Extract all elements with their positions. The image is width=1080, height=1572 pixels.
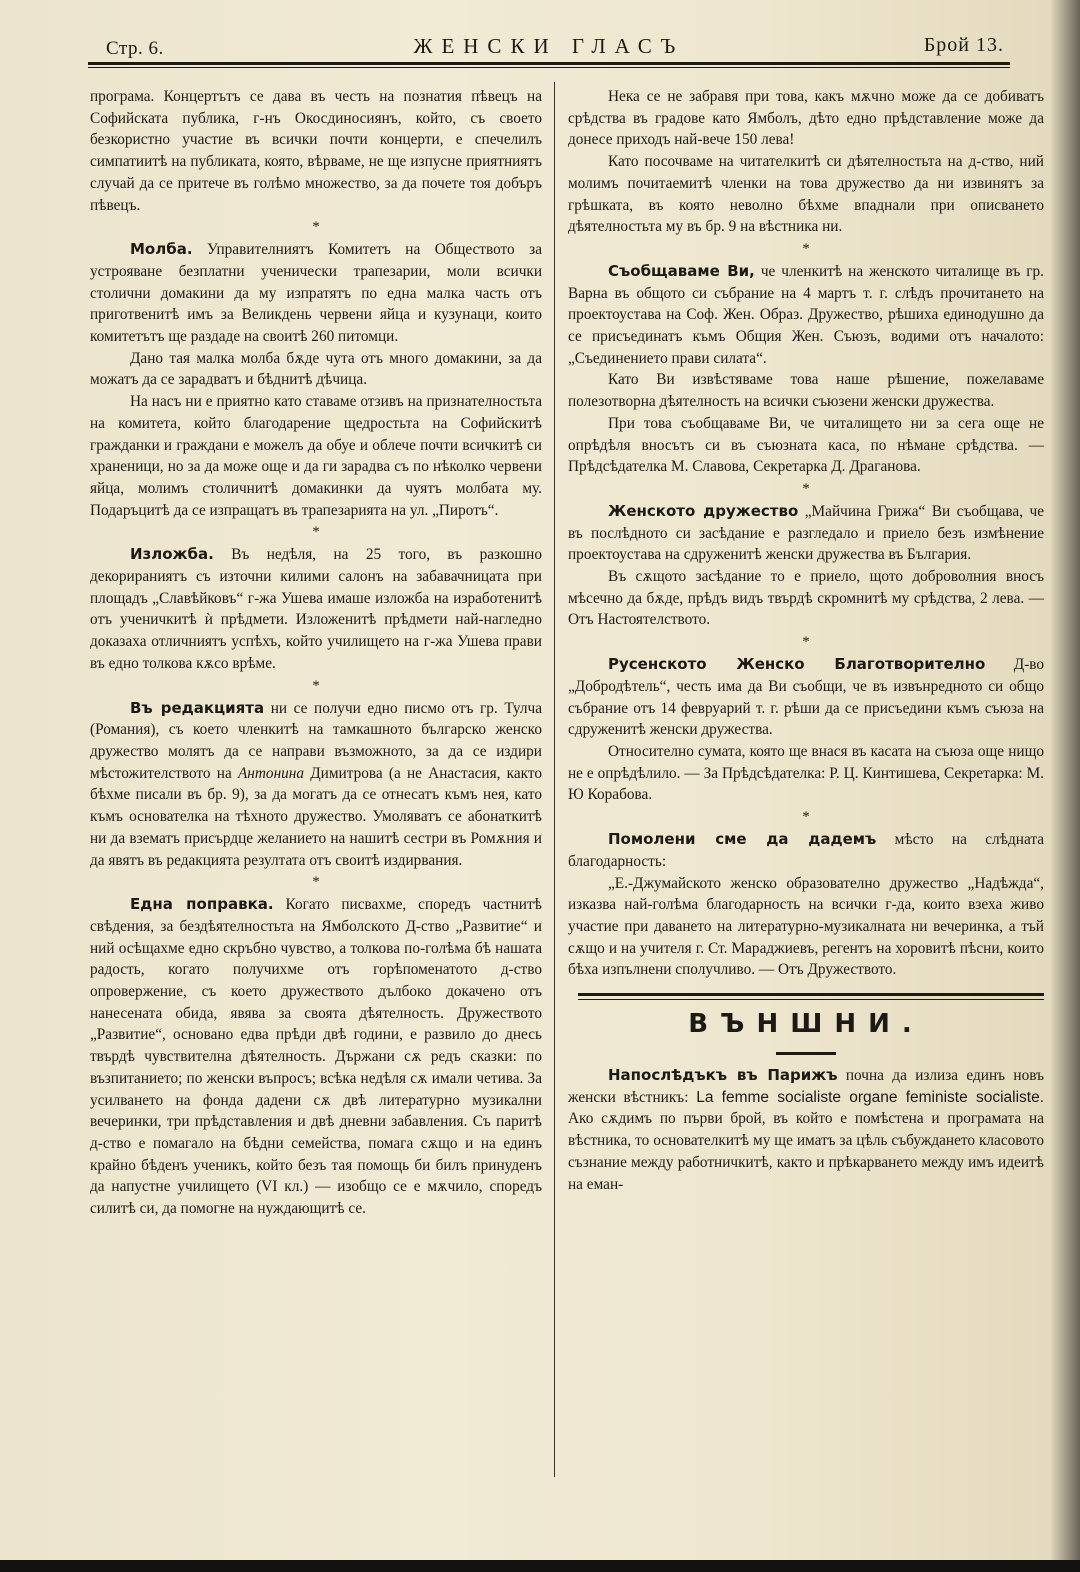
separator-star: *	[802, 634, 810, 651]
editorial-paragraph	[90, 698, 542, 872]
section-title-foreign: ВЪНШНИ.	[688, 1009, 924, 1040]
ruse-signature: Относително сумата, която ще внася въ касата на съюза още нищо не е опрѣдѣлило. — За Прѣдсѣдателка: Р. Ц. Кинтишева, Секретарка: М. Ю Корабова.	[568, 742, 1044, 804]
separator-star: *	[312, 874, 320, 891]
separator-star: *	[802, 480, 810, 497]
editorial-lead: Въ редакцията	[130, 698, 265, 717]
apology-paragraph: Като посочваме на читателкитѣ си дѣятелностьта на д-ство, ний молимъ почитаемитѣ членки на това дружество да ни извинятъ за грѣшката, въ която неволно бѣхме впаднали при описването дѣятелностьта му въ бр. 9 на вѣстника ни.	[568, 153, 1044, 236]
varna-wishes: Като Ви извѣстяваме това наше рѣшение, пожелаваме полезотворна дѣятелность на всички съюзени женски дружества.	[568, 371, 1044, 411]
thanks-text: мѣсто на слѣдната благодарность:	[568, 831, 1045, 870]
section-rule-thin	[578, 999, 1044, 1000]
ruse-text: Д-во „Добродѣтель“, честь има да Ви съобщи, че въ извънредното си общо събрание отъ 14 февруарий т. г. рѣши да се присъедини къмъ съюза на сдруженитѣ женски дружества.	[568, 656, 1044, 739]
thanks-quote: „Е.-Джумайското женско образователно дружество „Надѣжда“, изказва най-голѣма благодарность на всички г-да, които взеха живо участие при даването на литературно-музикалната ни вечеринка, а тъй сѫщо и на учителя г. Ст. Мараджиевъ, регентъ на хоровитѣ пѣсни, които бѣха изпълнени сполучливо. — Отъ Дружеството.	[568, 874, 1044, 979]
maychina-paragraph	[568, 501, 1044, 566]
paris-text-b: Ако сѫдимъ по първи брой, въ който е помѣстена и програмата на вѣстника, то основателкитѣ му ще иматъ за цѣль събуждането класовото съзнание между работничкитѣ, както и прѣкарването между имъ идеитѣ на еман-	[568, 1110, 1044, 1193]
newspaper-title: ЖЕНСКИ ГЛАСЪ	[413, 34, 685, 58]
bottom-edge	[0, 1560, 1080, 1572]
left-column	[90, 86, 542, 1220]
separator-star: *	[312, 219, 320, 236]
section-rule-thick	[578, 993, 1044, 996]
separator-star: *	[802, 240, 810, 257]
varna-lead: Съобщаваме Ви,	[608, 261, 755, 280]
separator-star: *	[312, 677, 320, 694]
request-lead: Молба.	[130, 240, 193, 259]
varna-paragraph	[568, 261, 1044, 370]
correction-paragraph	[90, 894, 542, 1220]
varna-text: че членкитѣ на женското читалище въ гр. Варна въ общото си събрание на 4 мартъ т. г. слѣдъ прочитането на проектоустава на Соф. Жен. Образ. Дружество, рѣшиха единодушно да се присъединатъ къмъ Общия Жен. Съюзъ, водими отъ началото: „Съединението прави силата“.	[568, 262, 1044, 367]
column-divider	[554, 82, 555, 1477]
editorial-text-b: Димитрова (а не Анастасия, както бѣхме писали въ бр. 9), за да могатъ да се отнесатъ къмъ нея, като къмъ основателка на тѣхното дружество. Умоляватъ се абонаткитѣ ни да взематъ присърдце желанието на нашитѣ сестри въ Ромѫния и да явятъ въ редакцията резултата отъ своитѣ издирвания.	[90, 764, 543, 869]
title-underline	[776, 1052, 836, 1055]
concert-paragraph: програма. Концертътъ се дава въ честь на познатия пѣвецъ на Софийската публика, г-нъ Окосдиносиянъ, който, съ своето безкористно участие въ всички почти концерти, е спечелилъ симпатиитѣ на публиката, която, вѣрваме, не ще изпусне приятниятъ случай да се притече въ голѣмо множество, за да почете тоя добъръ пѣвецъ.	[90, 88, 542, 214]
committee-paragraph: На насъ ни е приятно като ставаме отзивъ на признателностьта на комитета, който благодарение щедростьта на Софийскитѣ гражданки и граждани е можелъ да обуе и облече почти всичкитѣ си храненици, но за да може още и да ги зарадва съ по нѣколко червени яйца, молимъ столичнитѣ домакинки да чуятъ молбата му. Подаръцитѣ да се изпращатъ въ трапезарията на ул. „Пиротъ“.	[90, 393, 542, 519]
header-rule-thin	[88, 67, 1010, 68]
correction-lead: Една поправка.	[130, 895, 274, 914]
editorial-name: Антонина	[237, 764, 305, 782]
exhibition-paragraph	[90, 544, 542, 674]
ruse-lead: Русенското Женско Благотворително	[608, 655, 986, 674]
paris-text-a: почна да излиза единъ новъ женски вѣстникъ:	[568, 1067, 1045, 1106]
page-number: Стр. 6.	[106, 38, 164, 59]
exhibition-lead: Изложба.	[130, 545, 214, 564]
paris-latin-title: La femme socialiste organe feministe socialiste.	[696, 1088, 1045, 1106]
ruse-paragraph	[568, 654, 1044, 741]
paris-lead: Напослѣдъкъ въ Парижъ	[608, 1066, 838, 1085]
request-text: Управителниятъ Комитетъ на Обществото за устрояване безплатни ученически трапезарии, моли всички столични домакини да му изпратятъ по една малка часть отъ приготвенитѣ имъ за Великдень червени яйца и кузунаци, които комитетътъ ще раздаде на своитѣ 260 питомци.	[90, 241, 542, 346]
paris-paragraph	[568, 1065, 1044, 1195]
maychina-fee: Въ сѫщото засѣдание то е приело, щото доброволния вносъ мѣсечно да бѫде, прѣдъ видъ твърдѣ скромнитѣ му срѣдства, 2 лева. — Отъ Настоятелството.	[568, 568, 1044, 629]
page-edge-shadow	[1050, 0, 1080, 1572]
yambol-paragraph: Нека се не забравя при това, какъ мѫчно може да се добиватъ срѣдства въ градове като Ямболъ, дѣто едно прѣдставление може да донесе приходъ най-вече 150 лева!	[568, 88, 1044, 149]
thanks-lead: Помолени сме да дадемъ	[608, 830, 877, 849]
right-column	[568, 86, 1044, 1195]
varna-signature: При това съобщаваме Ви, че читалището ни за сега още не опрѣдѣля вносътъ си въ съюзната каса, по нѣмане срѣдства. — Прѣдсѣдателка М. Славова, Секретарка Д. Драганова.	[568, 414, 1044, 476]
correction-text: Когато писвахме, споредъ частнитѣ свѣдения, за бездѣятелностьта на Ямболското Д-ство „Развитие“ и ний осѣщахме едно скръбно чувство, а толкова по-голѣма бѣ нашата радость, когато получихме отъ горѣпоменатото д-ство опровержение, съ което дружеството дълбоко докачено отъ нанесената обида, явява за своята дѣятелность. Дружеството „Развитие“, основано едва прѣди двѣ години, е развило до днесь твърдѣ чувствителна дѣятелность. Държани сѫ редъ сказки: по възпитанието; по женски въпросъ; всѣка недѣля сѫ имали четива. За усилването на фонда дадени сѫ двѣ литературно музикални вечеринки, три прѣдставления и двѣ дневни забавления. Съ паритѣ д-ство е помагало на бѣдни семейства, помага сѫщо и на единъ крайно бѣденъ ученикъ, който безъ тая помощь би билъ принуденъ да напустне училището (VI кл.) — изобщо се е мѫчило, споредъ силитѣ си, да помогне на нуждающитѣ се.	[90, 896, 542, 1218]
header-rule-thick	[88, 62, 1010, 65]
exhibition-text: Въ недѣля, на 25 того, въ разкошно декорираниятъ съ източни килими салонъ на забавачницата при площадъ „Славѣйковъ“ г-жа Ушева имаше изложба на изработенитѣ отъ ученичкитѣ ѝ прѣдмети. Изложенитѣ прѣдмети най-нагледно доказаха отличниятъ успѣхъ, който училището на г-жа Ушева прави въ едно толкова кѫсо врѣме.	[90, 546, 542, 672]
separator-star: *	[802, 809, 810, 826]
separator-star: *	[312, 524, 320, 541]
request-paragraph	[90, 239, 542, 348]
thanks-paragraph	[568, 829, 1044, 872]
maychina-lead: Женското дружество	[608, 501, 799, 520]
maychina-text: „Майчина Грижа“ Ви съобщава, че въ послѣдното си засѣдание е разгледало и приело безъ измѣнение проектоустава на сдруженитѣ женски дружества въ България.	[568, 502, 1044, 564]
editorial-text-a: ни се получи едно писмо отъ гр. Тулча (Романия), съ което членкитѣ на тамкашното българско женско дружество молятъ да се направи възможното, за да се издири мѣстожителството на	[90, 699, 542, 782]
issue-number: Брой 13.	[923, 34, 1004, 56]
request-followup: Дано тая малка молба бѫде чута отъ много домакини, за да можатъ да се зарадватъ и бѣднитѣ дѣчица.	[90, 349, 542, 389]
